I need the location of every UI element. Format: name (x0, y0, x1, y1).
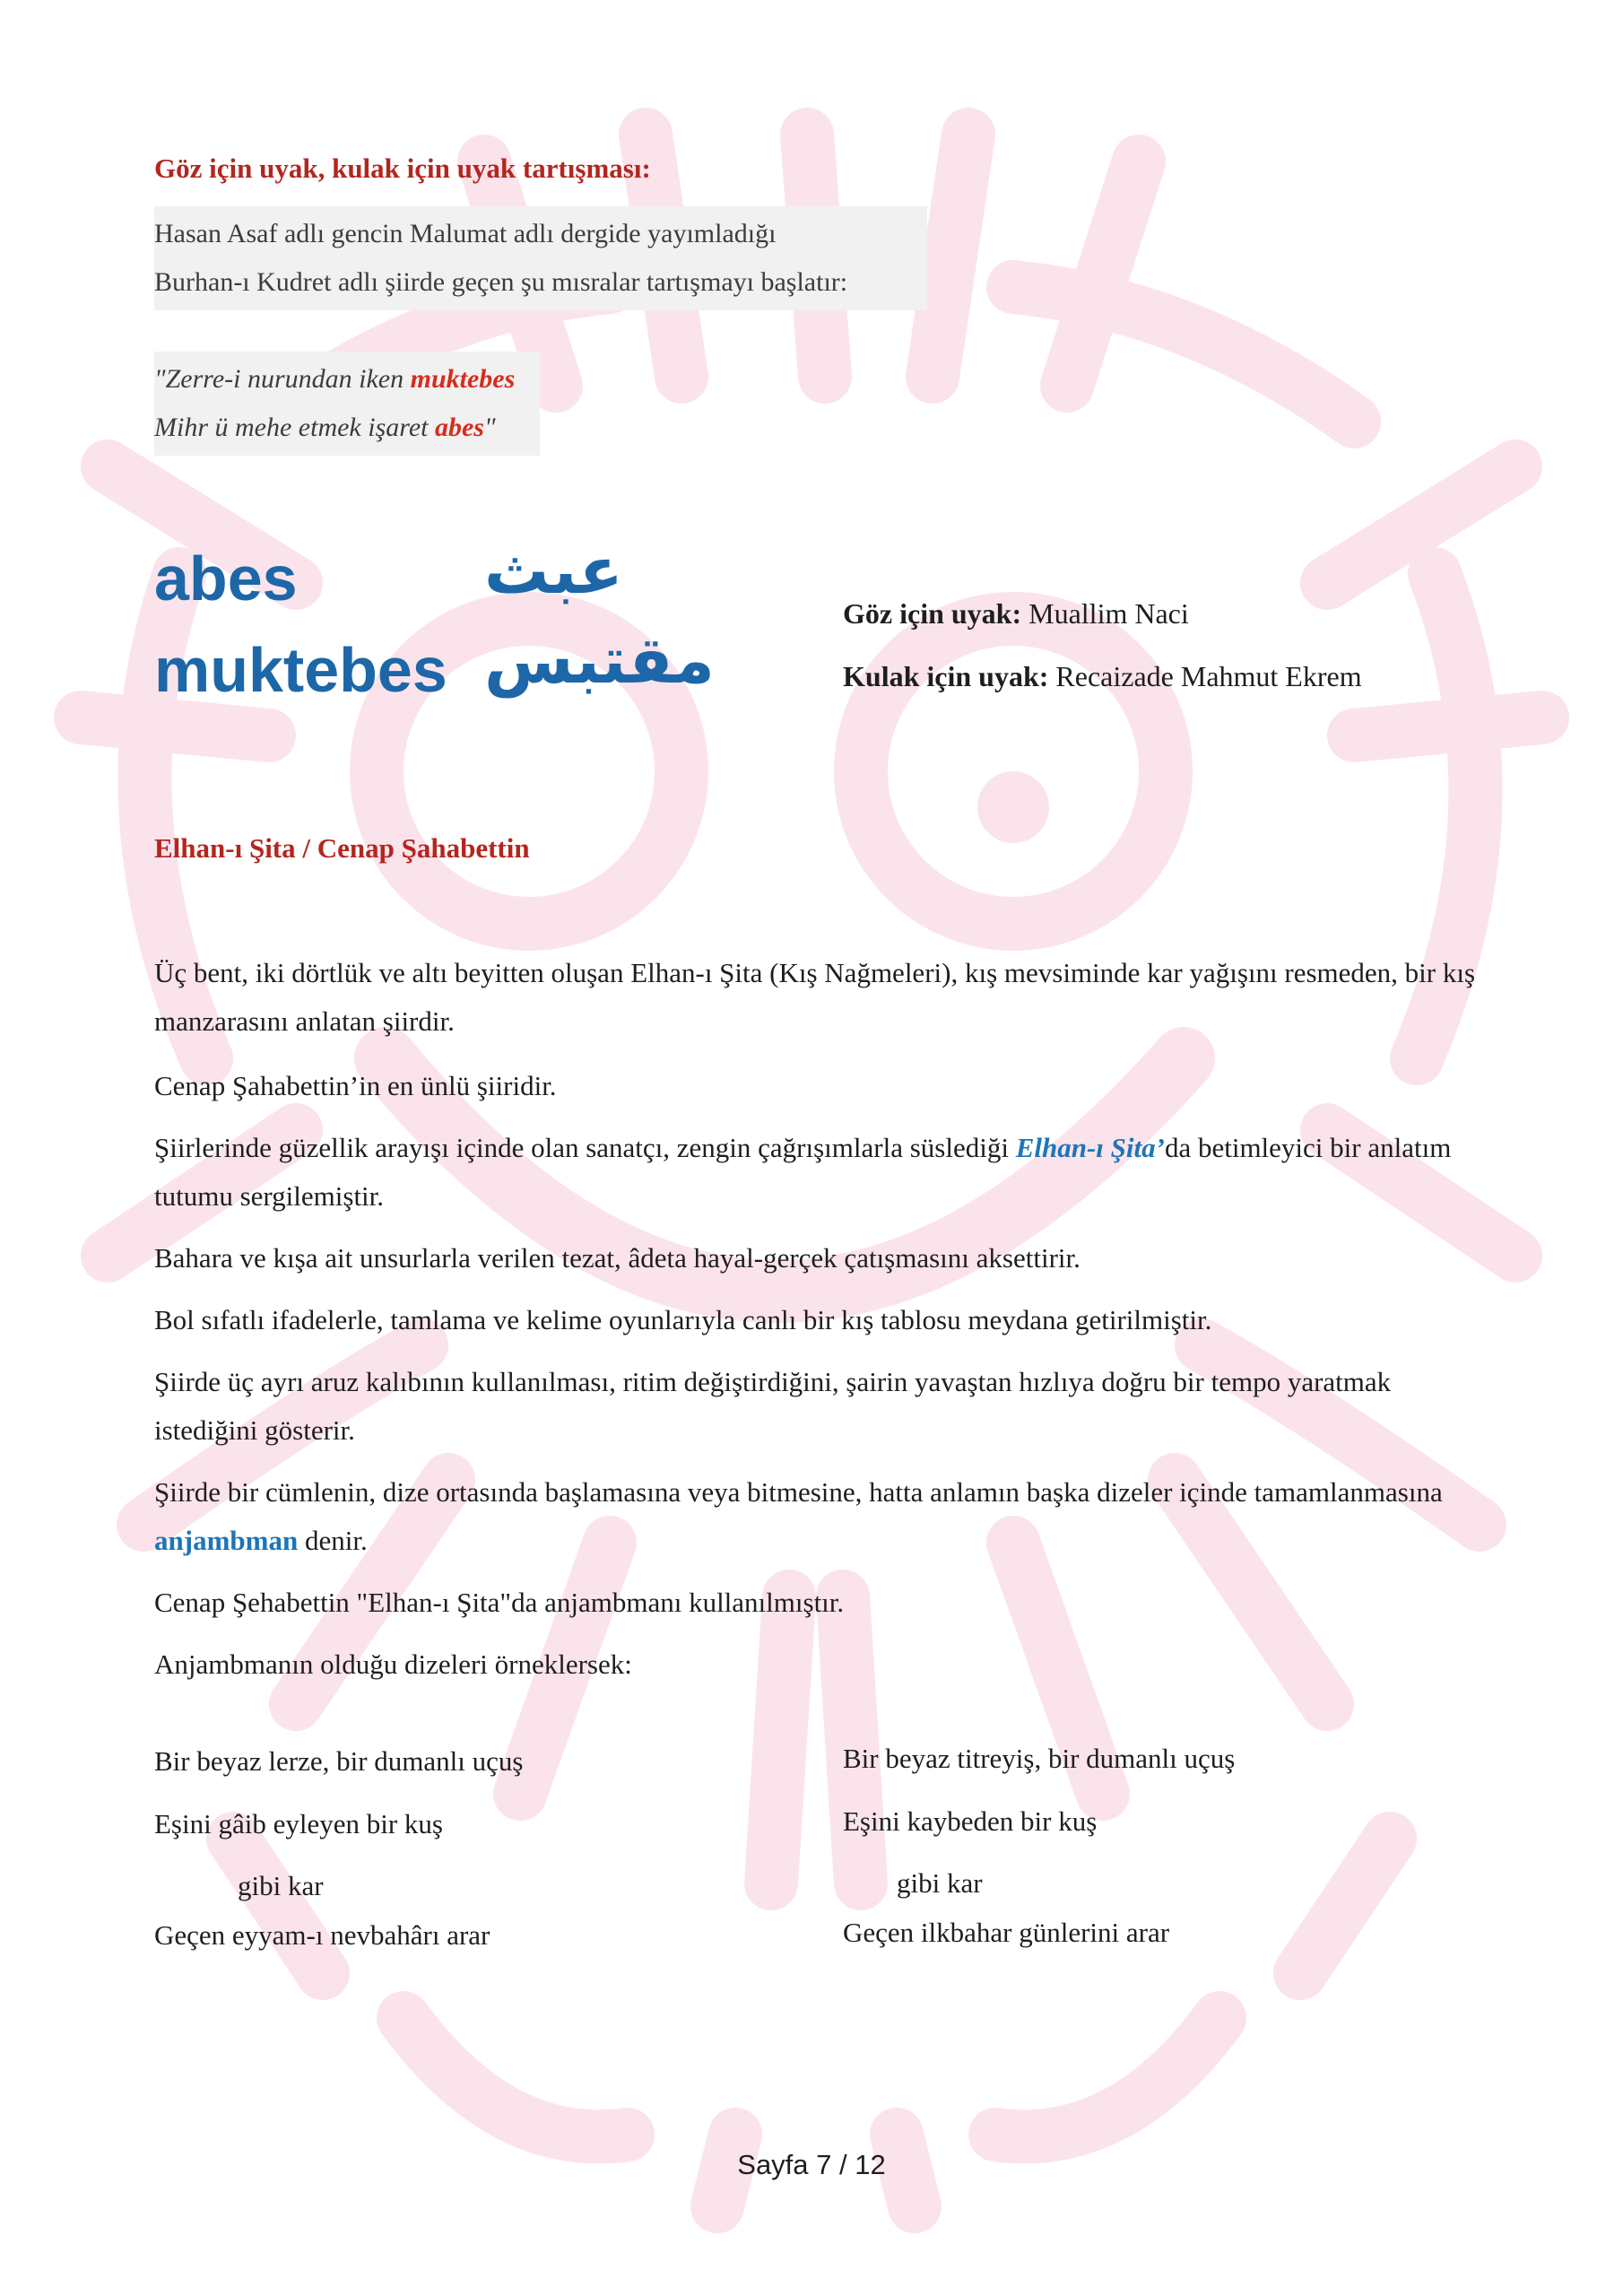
paragraph: Bahara ve kışa ait unsurlarla verilen tezat, âdeta hayal-gerçek çatışmasını aksettirir. (154, 1242, 1081, 1274)
verse-right-line: Bir beyaz titreyiş, bir dumanlı uçuş (843, 1743, 1236, 1774)
section-heading-elhan-i-sita: Elhan-ı Şita / Cenap Şahabettin (154, 832, 530, 864)
definition-goz-icin-uyak: Göz için uyak: Muallim Naci (843, 597, 1189, 630)
definition-kulak-icin-uyak: Kulak için uyak: Recaizade Mahmut Ekrem (843, 660, 1362, 692)
quote-box (154, 352, 540, 456)
paragraph: Cenap Şahabettin’in en ünlü şiiridir. (154, 1070, 557, 1101)
verse-right-line: Geçen ilkbahar günlerini arar (843, 1917, 1170, 1948)
section-heading-uyak: Göz için uyak, kulak için uyak tartışması: (154, 152, 651, 184)
paragraph: Şiirde bir cümlenin, dize ortasında başlamasına veya bitmesine, hatta anlamın başka dizeler içinde tamamlanmasına anjambman denir. (154, 1476, 1443, 1556)
word-muktebes-arabic: مقتبس (484, 622, 715, 698)
paragraph: Üç bent, iki dörtlük ve altı beyitten oluşan Elhan-ı Şita (Kış Nağmeleri), kış mevsiminde kar yağışını resmeden, bir kış manzarasını anlatan şiirdir. (154, 957, 1476, 1037)
verse-left-line: gibi kar (238, 1870, 324, 1901)
paragraph: Cenap Şehabettin "Elhan-ı Şita"da anjambmanı kullanılmıştır. (154, 1587, 845, 1618)
word-abes-arabic: عبث (484, 533, 623, 608)
verse-left-line: Geçen eyyam-ı nevbahârı arar (154, 1919, 490, 1951)
verse-right-line: Eşini kaybeden bir kuş (843, 1805, 1098, 1837)
verse-left-line: Bir beyaz lerze, bir dumanlı uçuş (154, 1745, 524, 1777)
emphasis-anjambman: anjambman (154, 1525, 299, 1556)
paragraph: Bol sıfatlı ifadelerle, tamlama ve kelime oyunlarıyla canlı bir kış tablosu meydana getirilmiştir. (154, 1304, 1212, 1335)
verse-right-line: gibi kar (897, 1867, 983, 1899)
page-number: Sayfa 7 / 12 (737, 2149, 886, 2180)
emphasis-elhan-i-sita: Elhan-ı Şita’ (1015, 1132, 1165, 1163)
quote-emphasis-muktebes: muktebes (410, 364, 516, 394)
word-abes-latin: abes (154, 544, 298, 613)
intro-box (154, 206, 927, 310)
verse-left-line: Eşini gâib eyleyen bir kuş (154, 1808, 443, 1839)
intro-line: Hasan Asaf adlı gencin Malumat adlı dergide yayımladığı (154, 219, 777, 248)
word-muktebes-latin: muktebes (154, 635, 447, 705)
paragraph: Anjambmanın olduğu dizeleri örneklersek: (154, 1648, 632, 1680)
quote-line-2: Mihr ü mehe etmek işaret abes" (154, 413, 496, 442)
paragraph: Şiirlerinde güzellik arayışı içinde olan sanatçı, zengin çağrışımlarla süslediği Elhan-ı Şita’da betimleyici bir anlatım tutumu sergilemiştir. (154, 1132, 1452, 1212)
quote-line-1: "Zerre-i nurundan iken muktebes (154, 364, 516, 394)
paragraph: Şiirde üç ayrı aruz kalıbının kullanılması, ritim değiştirdiğini, şairin yavaştan hızlıya doğru bir tempo yaratmak istediğini gösterir. (154, 1366, 1392, 1446)
quote-emphasis-abes: abes (434, 413, 484, 442)
intro-line: Burhan-ı Kudret adlı şiirde geçen şu mısralar tartışmayı başlatır: (154, 267, 848, 297)
